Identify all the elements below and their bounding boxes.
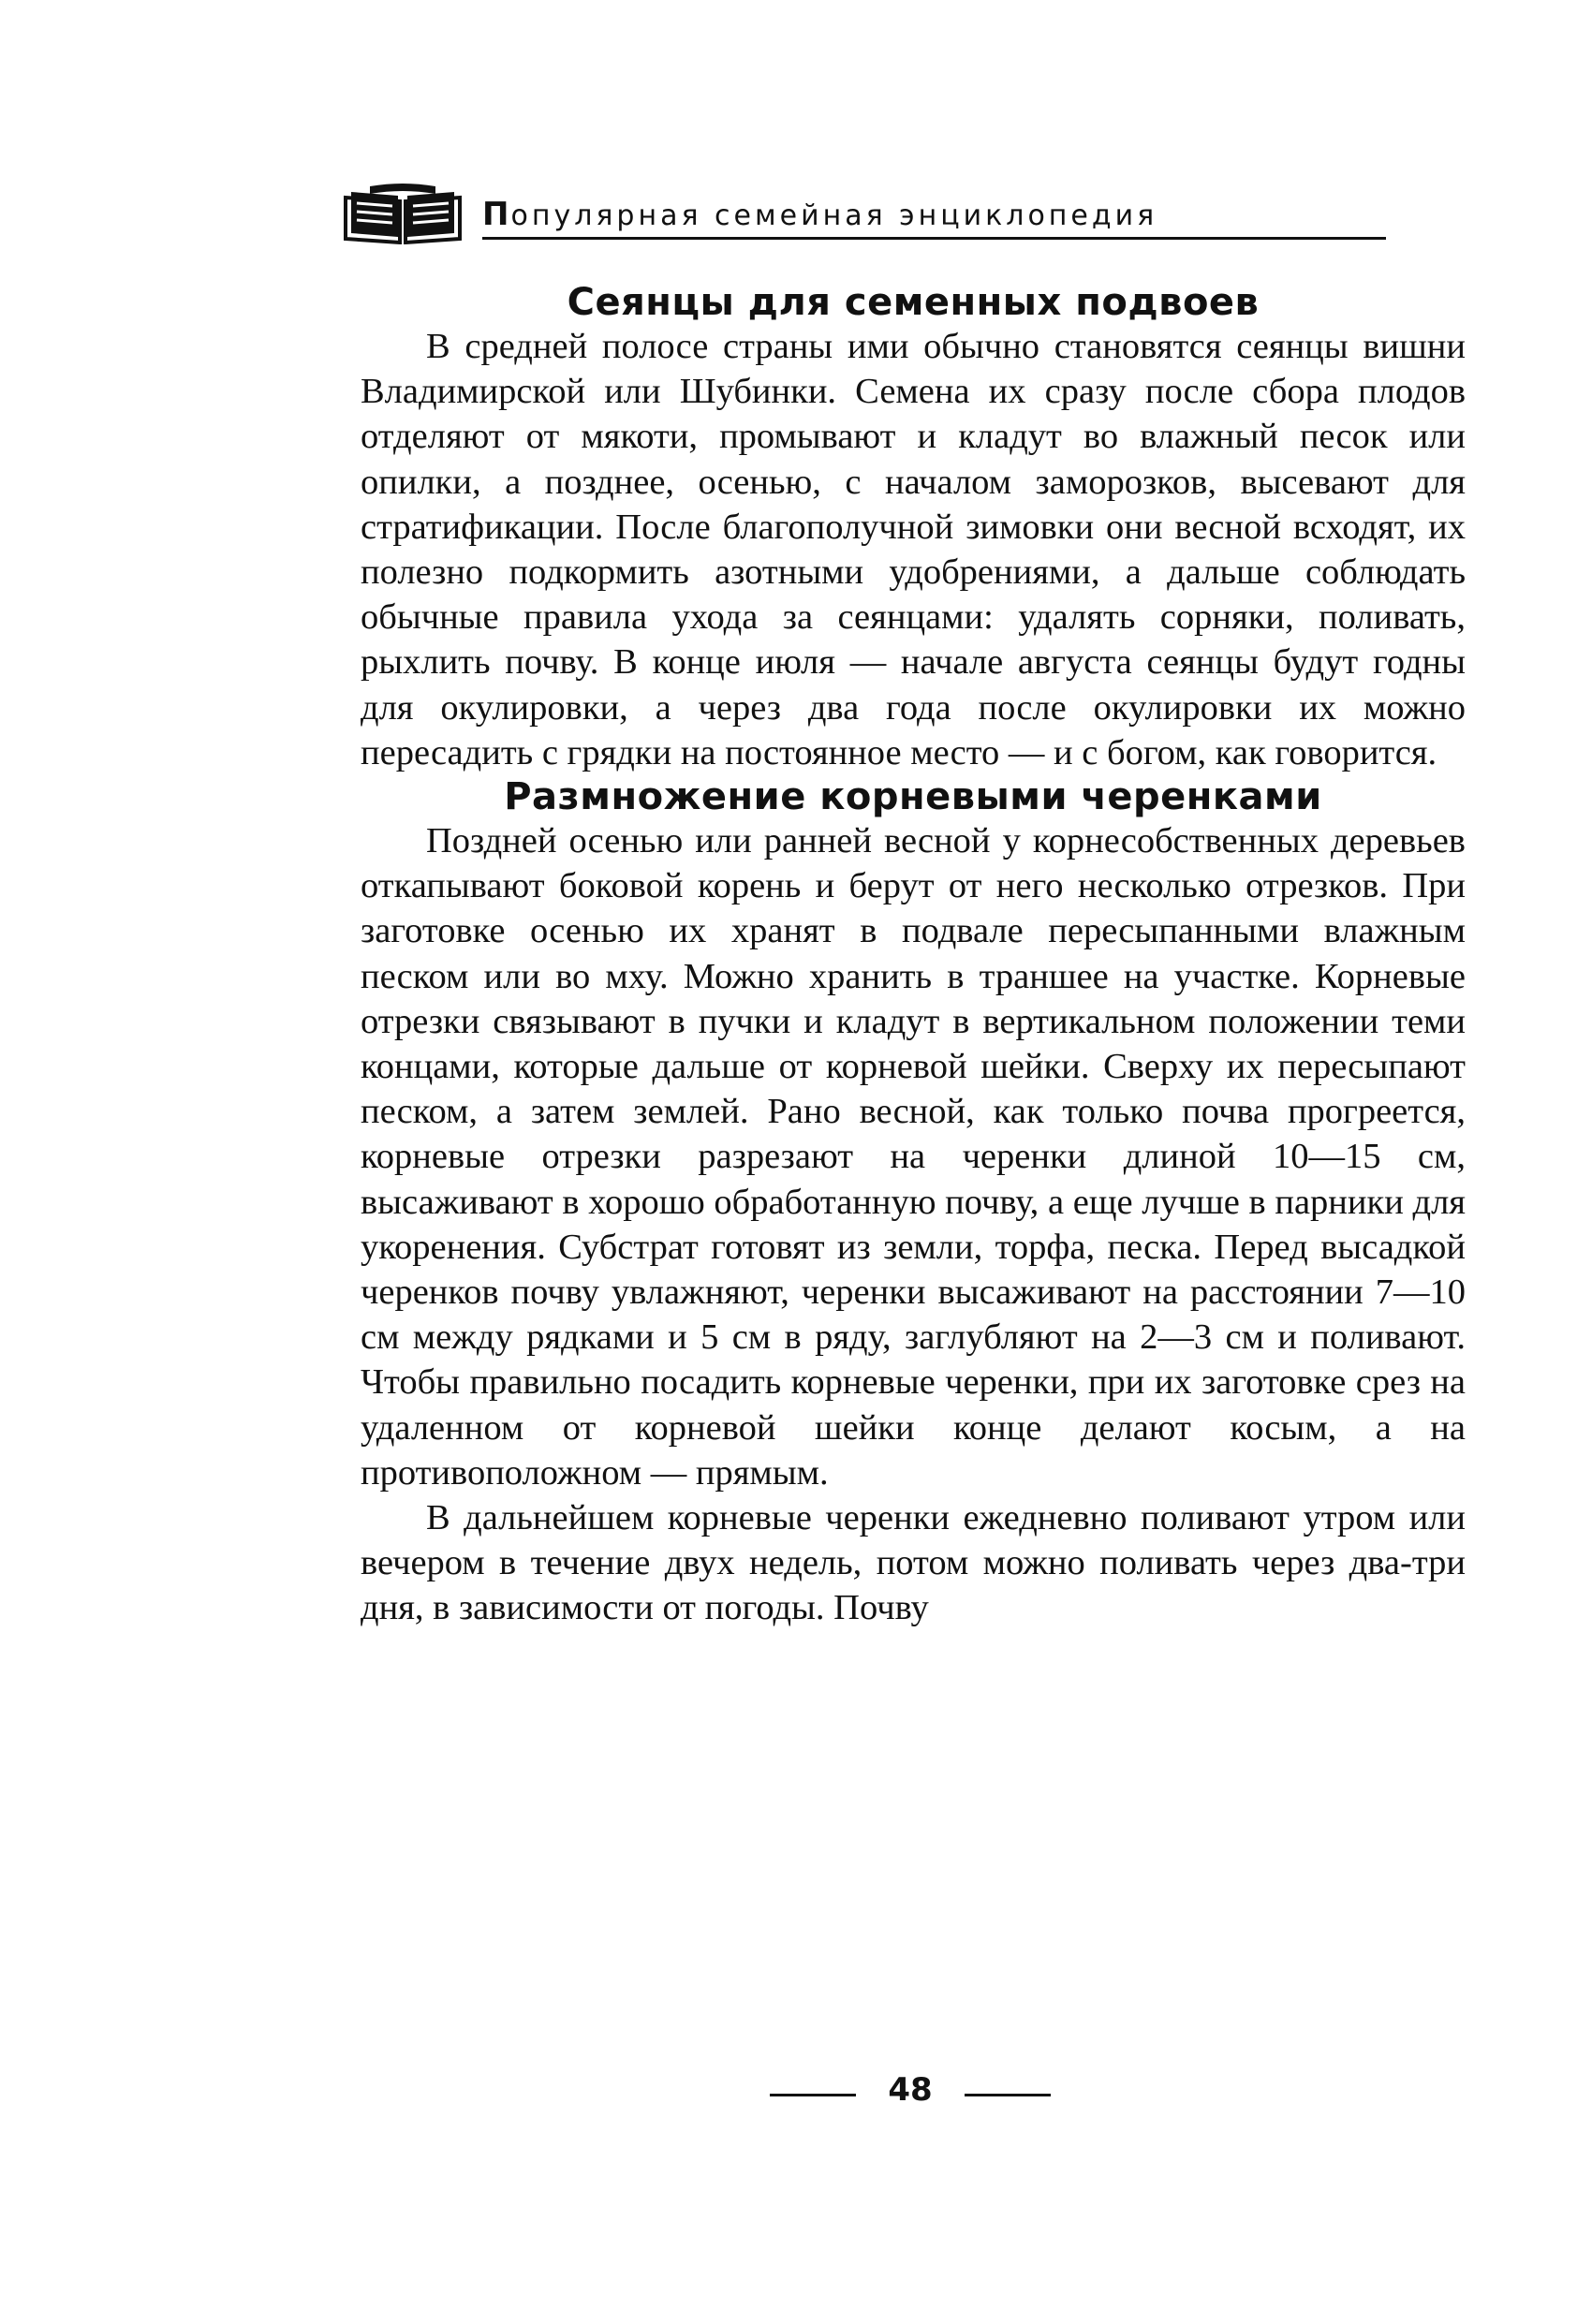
paragraph-root-cuttings: Поздней осенью или ранней весной у корнесобственных деревьев откапывают боковой корень и берут от него несколько отрезков. При заготовке осенью их хранят в подвале пересыпанными влажным песком или во мху. Можно хранить в траншее на участке. Корневые отрезки связывают в пучки и кладут в вертикальном положении теми концами, которые дальше от корневой шейки. Сверху их пересыпают песком, а затем землей. Рано весной, как только почва прогреется, корневые отрезки разрезают на черенки длиной 10—15 см, высаживают в хорошо обработанную почву, а еще лучше в парники для укоренения. Субстрат готовят из земли, торфа, песка. Перед высадкой черенков почву увлажняют, черенки высаживают на расстоянии 7—10 см между рядками и 5 см в ряду, заглубляют на 2—3 см и поливают. Чтобы правильно посадить корневые черенки, при их заготовке срез на удаленном от корневой шейки конце делают косым, а на противоположном — прямым. xyxy=(361,821,1466,1493)
series-title-initial: П xyxy=(482,196,511,233)
series-title-rest: опулярная семейная энциклопедия xyxy=(510,199,1158,232)
footer-dash-right xyxy=(965,2094,1051,2096)
paragraph-root-cuttings-care: В дальнейшем корневые черенки ежедневно поливают утром или вечером в течение двух недель, потом можно поливать через два-три дня, в зависимости от погоды. Почву xyxy=(361,1498,1466,1628)
page-footer xyxy=(0,2071,1592,2127)
series-title xyxy=(482,196,1157,233)
page-number: 48 xyxy=(888,2071,933,2109)
text-column xyxy=(361,281,1466,1631)
footer-dash-left xyxy=(770,2094,856,2096)
paragraph-seedlings: В средней полосе страны ими обычно становятся сеянцы вишни Владимирской или Шубинки. Семена их сразу после сбора плодов отделяют от мякоти, промывают и кладут во влажный песок или опилки, а позднее, осенью, с началом заморозков, высевают для стратификации. После благополучной зимовки они весной всходят, их полезно подкормить азотными удобрениями, а дальше соблюдать обычные правила ухода за сеянцами: удалять сорняки, поливать, рыхлить почву. В конце июля — начале августа сеянцы будут годны для окулировки, а через два года после окулировки их можно пересадить с грядки на постоянное место — и с богом, как говорится. xyxy=(361,327,1466,772)
running-header xyxy=(342,183,1400,248)
header-rule xyxy=(482,237,1386,240)
open-book-icon xyxy=(342,183,464,244)
section-heading-seedlings: Сеянцы для семенных подвоев xyxy=(567,281,1260,324)
section-heading-root-cuttings: Размножение корневыми черенками xyxy=(504,775,1322,819)
